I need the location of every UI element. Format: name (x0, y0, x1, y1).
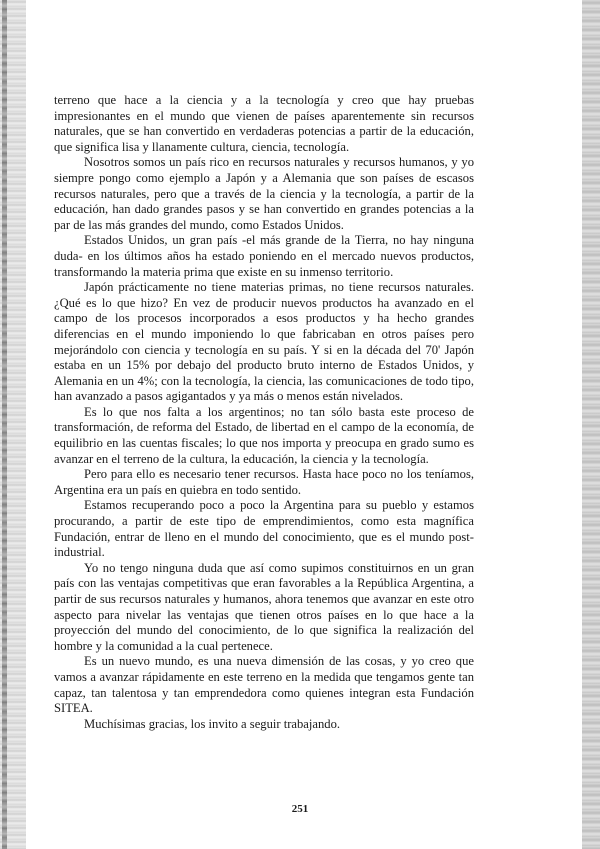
scan-edge-right (582, 0, 600, 849)
paragraph: Estados Unidos, un gran país -el más grande de la Tierra, no hay ninguna duda- en los últimos años ha estado poniendo en el mercado nuevos productos, transformando la materia prima que existe en su inmenso territorio. (54, 233, 474, 279)
paragraph-continuation: terreno que hace a la ciencia y a la tecnología y creo que hay pruebas impresionantes en el mundo que vienen de países aparentemente sin recursos naturales, que se han convertido en verdaderas potencias a partir de la educación, que significa lisa y llanamente cultura, ciencia, tecnología. (54, 93, 474, 154)
paragraph: Yo no tengo ninguna duda que así como supimos constituirnos en un gran país con las ventajas competitivas que eran favorables a la República Argentina, a partir de sus recursos naturales y humanos, ahora tenemos que avanzar en este otro aspecto para nivelar las ventajas que tienen otros países en lo que hace a la proyección del mundo del conocimiento, de lo que significa la realización del hombre y la comunidad a la cual pertenece. (54, 560, 474, 653)
page-body (54, 93, 474, 732)
paragraph: Es lo que nos falta a los argentinos; no tan sólo basta este proceso de transformación, de reforma del Estado, de libertad en el campo de la economía, de equilibrio en las cuentas fiscales; lo que nos importa y preocupa en grado sumo es avanzar en el terreno de la cultura, la educación, la ciencia y la tecnología. (54, 404, 474, 466)
paragraph: Nosotros somos un país rico en recursos naturales y recursos humanos, y yo siempre pongo como ejemplo a Japón y a Alemania que son países de escasos recursos naturales, pero que a través de la ciencia y la tecnología, a partir de la educación, han dado grandes pasos y se han convertido en grandes potencias a la par de las más grandes del mundo, como Estados Unidos. (54, 155, 474, 232)
closing-paragraph: Muchísimas gracias, los invito a seguir trabajando. (84, 716, 341, 731)
paragraph: Es un nuevo mundo, es una nueva dimensión de las cosas, y yo creo que vamos a avanzar rápidamente en este terreno en la medida que tengamos gente tan capaz, tan talentosa y tan emprendedora como quienes integran esta Fundación SITEA. (54, 654, 474, 716)
page-number: 251 (291, 803, 309, 815)
scan-edge-left (0, 0, 26, 849)
paragraph: Pero para ello es necesario tener recursos. Hasta hace poco no los teníamos, Argentina era un país en quiebra en todo sentido. (54, 467, 474, 497)
paragraph: Estamos recuperando poco a poco la Argentina para su pueblo y estamos procurando, a partir de este tipo de emprendimientos, como esta magnífica Fundación, entrar de lleno en el mundo del conocimiento, que es el mundo post-industrial. (54, 498, 474, 560)
paragraph: Japón prácticamente no tiene materias primas, no tiene recursos naturales. ¿Qué es lo que hizo? En vez de producir nuevos productos ha avanzado en el campo de los procesos incorporados a esos productos y ha hecho grandes diferencias en el mundo imponiendo lo que fabricaban en otros países pero mejorándolo con ciencia y tecnología en su país. Y si en la década del 70' Japón estaba en un 15% por debajo del producto bruto interno de Estados Unidos, y Alemania en un 4%; con la tecnología, la ciencia, las comunicaciones de todo tipo, han avanzado a pasos agigantados y ya más o menos están nivelados. (54, 280, 474, 404)
